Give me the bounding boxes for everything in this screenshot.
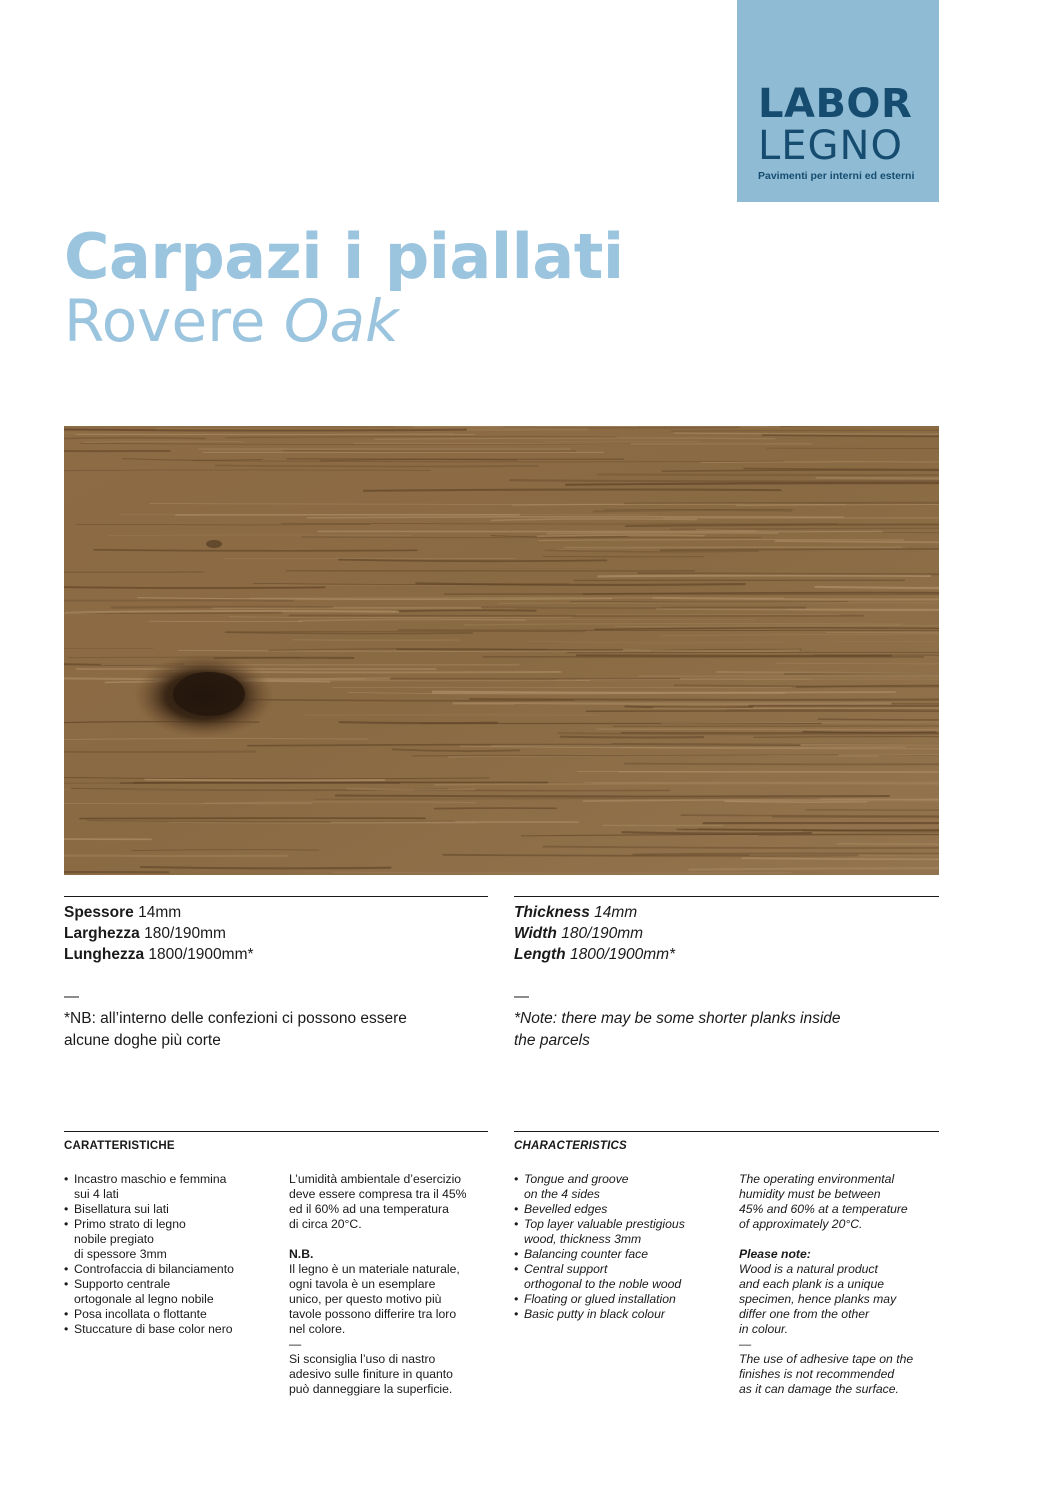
- characteristic-item: • Posa incollata o flottante: [64, 1307, 279, 1322]
- spec-row: Thickness 14mm: [514, 904, 638, 921]
- characteristic-item: • Primo strato di legno nobile pregiato di spessore 3mm: [64, 1217, 279, 1262]
- tape-note: The use of adhesive tape on the finishes is not recommended as it can damage the surface.: [739, 1352, 914, 1396]
- specs-english: [514, 902, 675, 965]
- characteristic-item: • Supporto centrale ortogonale al legno nobile: [64, 1277, 279, 1307]
- note-dash-en: —: [514, 988, 529, 1005]
- humidity-note: The operating environmental humidity must be between 45% and 60% at a temperature of approximately 20°C.: [739, 1172, 908, 1231]
- nb-heading: N.B.: [289, 1247, 314, 1261]
- logo-tagline: Pavimenti per interni ed esterni: [758, 170, 915, 182]
- divider-left-top: [64, 896, 488, 897]
- nb-dash: —: [739, 1337, 752, 1351]
- wood-sample-image: [64, 426, 939, 875]
- humidity-note: L’umidità ambientale d’esercizio deve essere compresa tra il 45% ed il 60% ad una temperatura di circa 20°C.: [289, 1172, 467, 1231]
- subtitle-plain: Rovere: [64, 287, 284, 355]
- characteristic-item: • Balancing counter face: [514, 1247, 729, 1262]
- characteristic-item: • Tongue and groove on the 4 sides: [514, 1172, 729, 1202]
- spec-row: Larghezza 180/190mm: [64, 925, 226, 942]
- note-dash-it: —: [64, 988, 79, 1005]
- page-subtitle: [64, 288, 399, 354]
- characteristics-notes-en: [739, 1172, 939, 1397]
- nb-heading: Please note:: [739, 1247, 811, 1261]
- divider-left-bottom: [64, 1131, 488, 1132]
- page-title: Carpazi i piallati: [64, 220, 624, 293]
- characteristic-item: • Central support orthogonal to the noble wood: [514, 1262, 729, 1292]
- nb-note: Il legno è un materiale naturale, ogni tavola è un esemplare unico, per questo motivo più tavole possono differire tra loro nel colore.: [289, 1262, 460, 1336]
- logo-word-legno: LEGNO: [758, 123, 903, 169]
- logo-word-labor: LABOR: [758, 81, 913, 127]
- characteristic-item: • Floating or glued installation: [514, 1292, 729, 1307]
- characteristic-item: • Incastro maschio e femmina sui 4 lati: [64, 1172, 279, 1202]
- characteristics-heading-en: CHARACTERISTICS: [514, 1140, 627, 1152]
- characteristic-item: • Bisellatura sui lati: [64, 1202, 279, 1217]
- spec-row: Width 180/190mm: [514, 925, 644, 942]
- characteristic-item: • Basic putty in black colour: [514, 1307, 729, 1322]
- specs-italian: [64, 902, 254, 965]
- characteristics-notes-it: [289, 1172, 489, 1397]
- characteristic-item: • Bevelled edges: [514, 1202, 729, 1217]
- subtitle-italic: Oak: [283, 287, 399, 355]
- characteristic-item: • Stuccature di base color nero: [64, 1322, 279, 1337]
- spec-row: Spessore 14mm: [64, 904, 182, 921]
- divider-right-top: [514, 896, 939, 897]
- characteristics-list-en: [514, 1172, 729, 1322]
- characteristic-item: • Top layer valuable prestigious wood, thickness 3mm: [514, 1217, 729, 1247]
- characteristics-heading-it: CARATTERISTICHE: [64, 1140, 175, 1152]
- spec-row: Length 1800/1900mm*: [514, 946, 676, 963]
- characteristic-item: • Controfaccia di bilanciamento: [64, 1262, 279, 1277]
- nb-note: Wood is a natural product and each plank is a unique specimen, hence planks may differ one from the other in colour.: [739, 1262, 897, 1336]
- spec-row: Lunghezza 1800/1900mm*: [64, 946, 254, 963]
- characteristics-list-it: [64, 1172, 279, 1337]
- note-italian: *NB: all’interno delle confezioni ci possono essere alcune doghe più corte: [64, 1010, 407, 1049]
- nb-dash: —: [289, 1337, 302, 1351]
- divider-right-bottom: [514, 1131, 939, 1132]
- brand-logo: [737, 0, 939, 202]
- tape-note: Si sconsiglia l’uso di nastro adesivo sulle finiture in quanto può danneggiare la superficie.: [289, 1352, 453, 1396]
- note-english: *Note: there may be some shorter planks inside the parcels: [514, 1010, 841, 1049]
